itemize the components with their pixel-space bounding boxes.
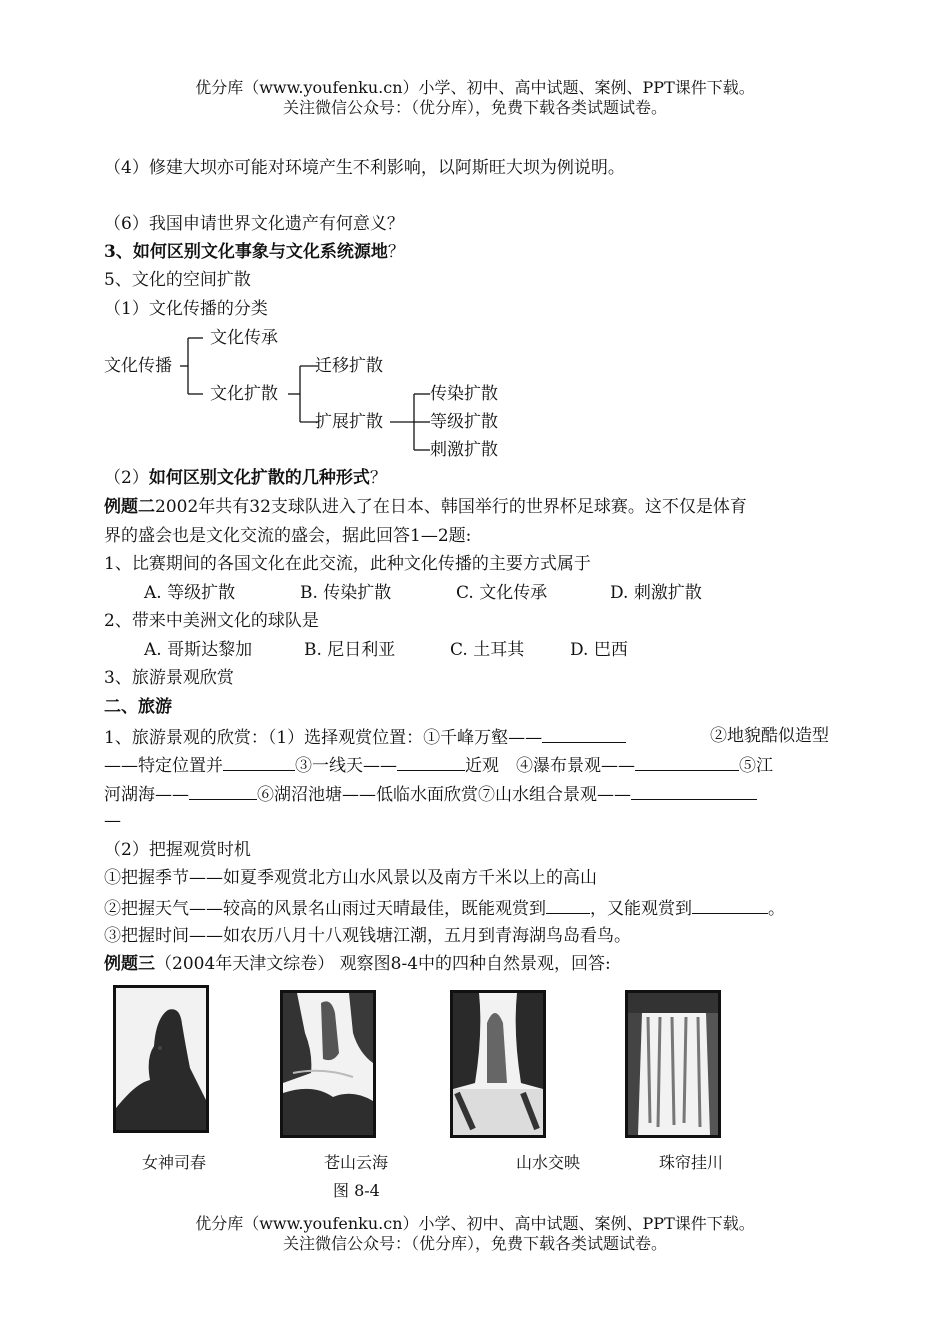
example-3-label: 例题三 (104, 954, 155, 974)
header-line-1: 优分库（www.youfenku.cn）小学、初中、高中试题、案例、PPT课件下载。 (195, 78, 755, 97)
tour-weather-b: ，又能观赏到 (590, 899, 692, 919)
header-line-2: 关注微信公众号：（优分库），免费下载各类试题试卷。 (282, 98, 667, 117)
photo-goddess (113, 985, 209, 1133)
tree-inherit: 文化传承 (210, 328, 278, 348)
tour-timing-heading: （2）把握观赏时机 (104, 840, 251, 860)
caption-waterfall: 珠帘挂川 (659, 1153, 724, 1172)
tree-contagious: 传染扩散 (430, 384, 498, 404)
example-2-q1: 1、比赛期间的各国文化在此交流，此种文化传播的主要方式属于 (104, 554, 591, 574)
tree-relocation: 迁移扩散 (315, 356, 383, 376)
section-5-2-prefix: （2） (104, 468, 149, 488)
tree-diffusion: 文化扩散 (210, 384, 278, 404)
example-2-label: 例题二 (104, 497, 155, 517)
tour-line-3-a: 河湖海—— (104, 785, 189, 805)
tree-expansion: 扩展扩散 (315, 412, 383, 432)
q1-option-b: B. 传染扩散 (300, 583, 392, 603)
example-2-text-1: 2002年共有32支球队进入了在日本、韩国举行的世界杯足球赛。这不仅是体育 (155, 497, 747, 517)
blank-4 (635, 753, 739, 771)
example-3-text: （2004年天津文综卷） 观察图8-4中的四种自然景观，回答: (155, 954, 611, 974)
example-2-line-1 (104, 496, 747, 518)
blank-7 (546, 896, 590, 914)
tree-root: 文化传播 (104, 356, 172, 376)
q2-option-c: C. 土耳其 (450, 640, 525, 660)
section-5-heading: 5、文化的空间扩散 (104, 270, 251, 290)
blank-8 (692, 896, 768, 914)
section-5-2-bold: 如何区别文化扩散的几种形式 (148, 468, 370, 488)
tour-weather-c: 。 (768, 899, 785, 919)
example-2-q2: 2、带来中美洲文化的球队是 (104, 611, 319, 631)
tour-line-1-a: 1、旅游景观的欣赏：（1）选择观赏位置：①千峰万壑—— (104, 728, 543, 748)
tour-timing-time: ③把握时间——如农历八月十八观钱塘江潮，五月到青海湖鸟岛看鸟。 (104, 926, 631, 946)
section-3-tail: ？ (387, 242, 405, 262)
caption-cangshan: 苍山云海 (324, 1153, 389, 1172)
blank-3 (397, 753, 465, 771)
tree-stimulus: 刺激扩散 (430, 440, 498, 460)
tour-line-2-b: ③一线天—— (295, 756, 397, 776)
photo-waterfall (625, 990, 721, 1138)
tour-line-3 (104, 782, 757, 806)
tour-line-1 (104, 725, 829, 749)
q2-option-d: D. 巴西 (570, 640, 628, 660)
q1-option-d: D. 刺激扩散 (610, 583, 702, 603)
footer-line-2: 关注微信公众号：（优分库），免费下载各类试题试卷。 (282, 1234, 667, 1253)
caption-goddess: 女神司春 (142, 1153, 207, 1172)
caption-shanshui: 山水交映 (516, 1153, 581, 1172)
tour-weather-a: ②把握天气——较高的风景名山雨过天晴最佳，既能观赏到 (104, 899, 546, 919)
section-5-2-heading (104, 467, 387, 489)
section-5-1-heading: （1）文化传播的分类 (104, 299, 268, 319)
q1-option-a: A. 等级扩散 (144, 583, 236, 603)
tour-line-2 (104, 753, 773, 777)
question-6: （6）我国申请世界文化遗产有何意义？ (104, 214, 404, 234)
tree-hierarchical: 等级扩散 (430, 412, 498, 432)
blank-2 (223, 753, 295, 771)
cangshan-landscape (283, 993, 373, 1135)
tour-line-4: — (104, 811, 121, 831)
shanshui-landscape (453, 993, 543, 1135)
waterfall-landscape (628, 993, 718, 1135)
section-2-heading: 二、旅游 (104, 697, 172, 717)
figure-label: 图 8-4 (333, 1181, 380, 1200)
q1-option-c: C. 文化传承 (456, 583, 548, 603)
section-3-bold: 3、如何区别文化事象与文化系统源地 (104, 242, 388, 262)
tour-line-3-b: ⑥湖沼池塘——低临水面欣赏⑦山水组合景观—— (257, 785, 631, 805)
q2-option-a: A. 哥斯达黎加 (144, 640, 253, 660)
example-2-line-2: 界的盛会也是文化交流的盛会，据此回答1—2题: (104, 526, 472, 546)
photo-cangshan (280, 990, 376, 1138)
blank-6 (631, 782, 757, 800)
blank-1 (542, 725, 626, 743)
section-5-2-tail: ？ (369, 468, 387, 488)
tour-timing-season: ①把握季节——如夏季观赏北方山水风景以及南方千米以上的高山 (104, 868, 597, 888)
question-4: （4）修建大坝亦可能对环境产生不利影响，以阿斯旺大坝为例说明。 (104, 158, 625, 178)
tour-line-2-c: 近观 ④瀑布景观—— (465, 756, 635, 776)
goddess-silhouette (116, 988, 206, 1130)
tour-line-1-b: ②地貌酷似造型 (710, 726, 829, 746)
tour-line-2-a: ——特定位置并 (104, 756, 223, 776)
blank-5 (189, 782, 257, 800)
photo-shanshui (450, 990, 546, 1138)
example-3-line (104, 953, 611, 975)
tour-line-2-d: ⑤江 (739, 756, 773, 776)
footer-line-1: 优分库（www.youfenku.cn）小学、初中、高中试题、案例、PPT课件下载。 (195, 1214, 755, 1233)
tour-timing-weather (104, 896, 785, 920)
tour-appreciation-heading: 3、旅游景观欣赏 (104, 668, 234, 688)
q2-option-b: B. 尼日利亚 (304, 640, 396, 660)
